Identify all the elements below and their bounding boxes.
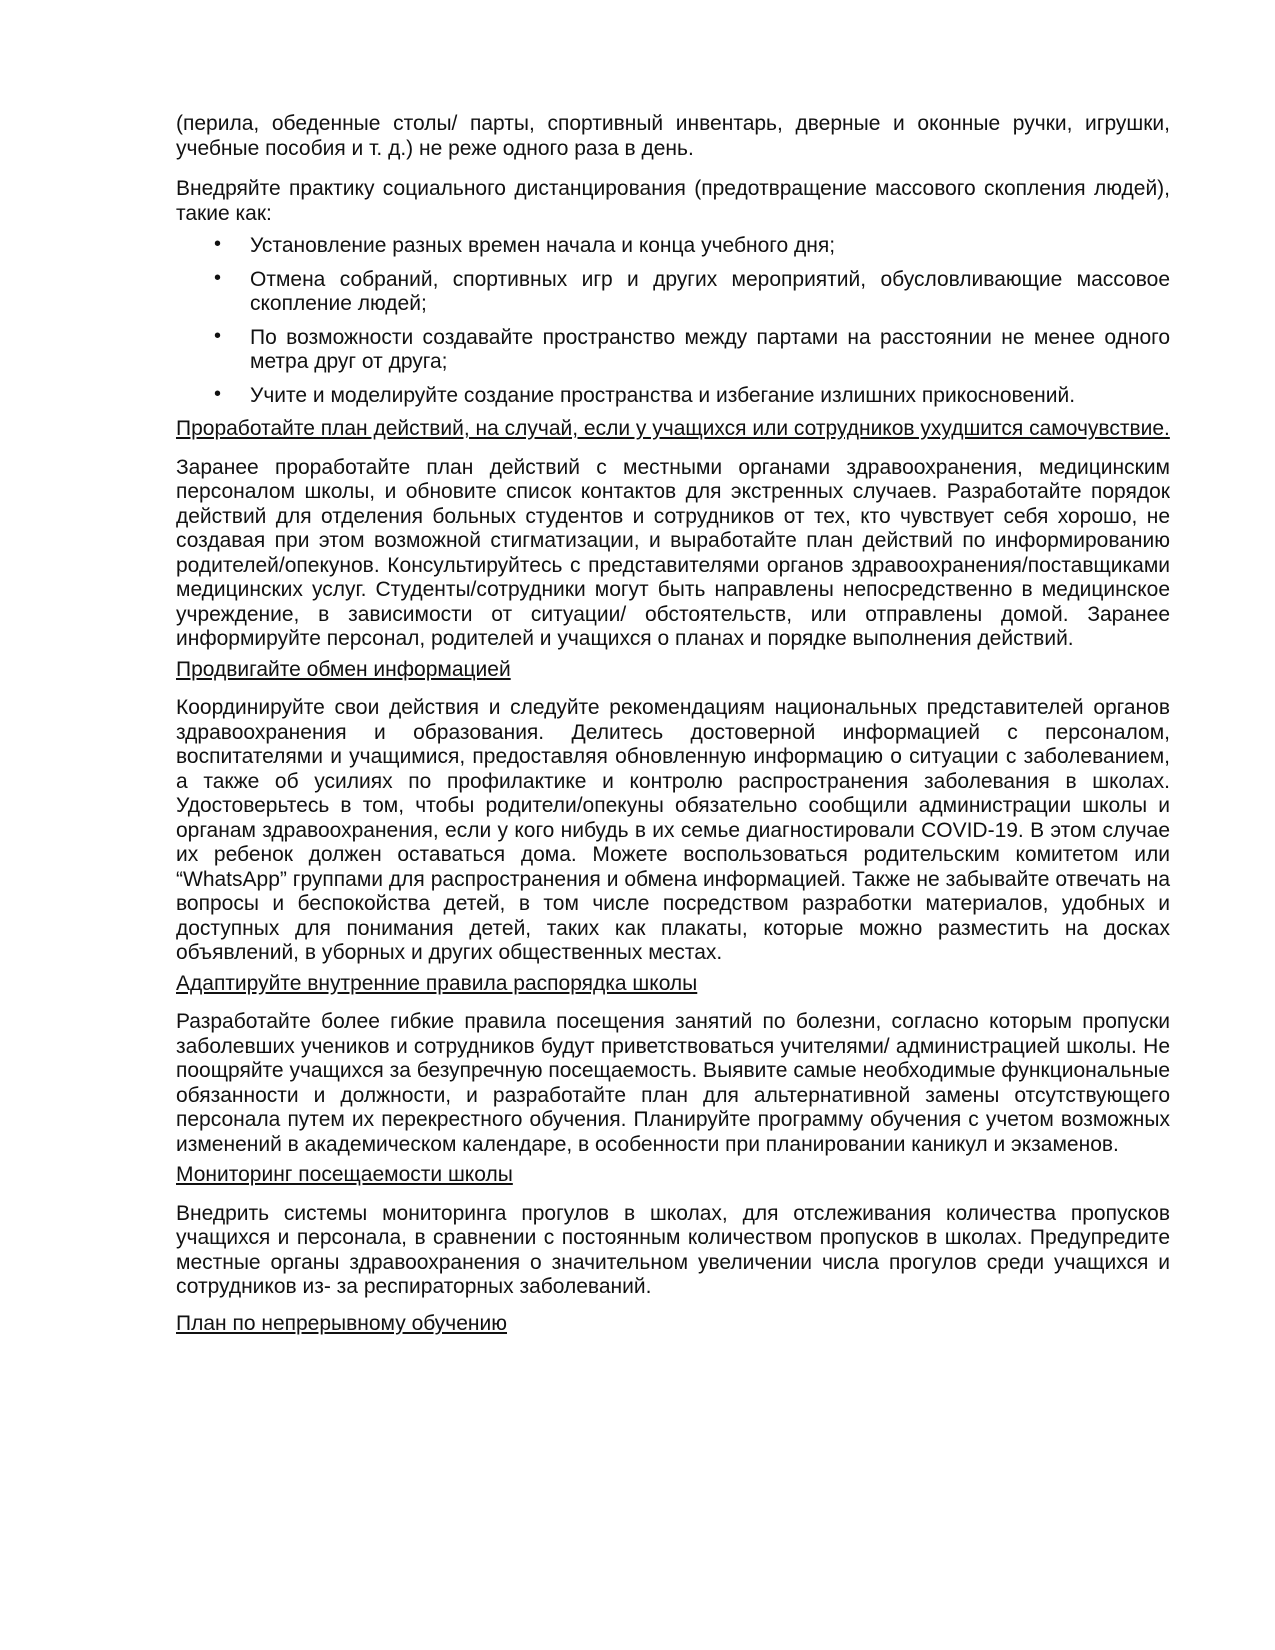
section-body-attendance: Внедрить системы мониторинга прогулов в школах, для отслеживания количества пропусков учащихся и персонала, в сравнении с постоянным количеством пропусков в школах. Предупредите местные органы здравоохранения о значительном увеличении числа прогулов среди учащихся и сотрудников из- за респираторных заболеваний. (176, 1201, 1170, 1298)
section-body-action-plan: Заранее проработайте план действий с местными органами здравоохранения, медицинским персоналом школы, и обновите список контактов для экстренных случаев. Разработайте порядок действий для отделения больных студентов и сотрудников от тех, кто чувствует себя хорошо, не создавая при этом возможной стигматизации, и выработайте план действий по информированию родителей/опекунов. Консультируйтесь с представителями органов здравоохранения/поставщиками медицинских услуг. Студенты/сотрудники могут быть направлены непосредственно в медицинское учреждение, в зависимости от ситуации/ обстоятельств, или отправлены домой. Заранее информируйте персонал, родителей и учащихся о планах и порядке выполнения действий. (176, 455, 1170, 650)
bullet-icon: • (214, 382, 222, 405)
bullet-icon: • (214, 266, 222, 289)
document-page (176, 112, 1170, 1350)
section-heading-action-plan: Проработайте план действий, на случай, если у учащихся или сотрудников ухудшится самочувствие. (176, 417, 1170, 440)
section-heading-continuous-learning: План по непрерывному обучению (176, 1311, 508, 1335)
intro-continuation: (перила, обеденные столы/ парты, спортивный инвентарь, дверные и оконные ручки, игрушки, учебные пособия и т. д.) не реже одного раза в день. (176, 112, 1170, 160)
section-heading-attendance: Мониторинг посещаемости школы (176, 1163, 513, 1186)
section-body-school-rules: Разработайте более гибкие правила посещения занятий по болезни, согласно которым пропуски заболевших учеников и сотрудников будут приветствоваться учителями/ администрацией школы. Не поощряйте учащихся за безупречную посещаемость. Выявите самые необходимые функциональные обязанности и должности, и разработайте план для альтернативной замены отсутствующего персонала путем их перекрестного обучения. Планируйте программу обучения с учетом возможных изменений в академическом календаре, в особенности при планировании каникул и экзаменов. (176, 1010, 1170, 1156)
distancing-list (176, 234, 1170, 408)
section-heading-information: Продвигайте обмен информацией (176, 657, 511, 681)
list-item: • По возможности создавайте пространство между партами на расстоянии не менее одного метра друг от друга; (214, 324, 1170, 373)
section-body-information: Координируйте свои действия и следуйте рекомендациям национальных представителей органов здравоохранения и образования. Делитесь достоверной информацией с персоналом, воспитателями и учащимися, предоставляя обновленную информацию о ситуации с заболеванием, а также об усилиях по профилактике и контролю распространения заболевания в школах. Удостоверьтесь в том, чтобы родители/опекуны обязательно сообщили администрации школы и органам здравоохранения, если у кого нибудь в их семье диагностировали COVID-19. В этом случае их ребенок должен оставаться дома. Можете воспользоваться родительским комитетом или “WhatsApp” группами для распространения и обмена информацией. Также не забывайте отвечать на вопросы и беспокойства детей, в том числе посредством разработки материалов, удобных и доступных для понимания детей, таких как плакаты, которые можно разместить на досках объявлений, в уборных и других общественных местах. (176, 696, 1170, 964)
bullet-icon: • (214, 233, 222, 255)
list-item: • Установление разных времен начала и конца учебного дня; (214, 233, 836, 257)
section-heading-school-rules: Адаптируйте внутренние правила распорядка школы (176, 971, 698, 995)
distancing-lead: Внедряйте практику социального дистанцирования (предотвращение массового скопления людей), такие как: (176, 177, 1170, 225)
list-item: • Учите и моделируйте создание пространства и избегание излишних прикосновений. (214, 382, 1076, 407)
bullet-icon: • (214, 324, 222, 347)
list-item: • Отмена собраний, спортивных игр и других мероприятий, обусловливающие массовое скопление людей; (214, 266, 1170, 315)
